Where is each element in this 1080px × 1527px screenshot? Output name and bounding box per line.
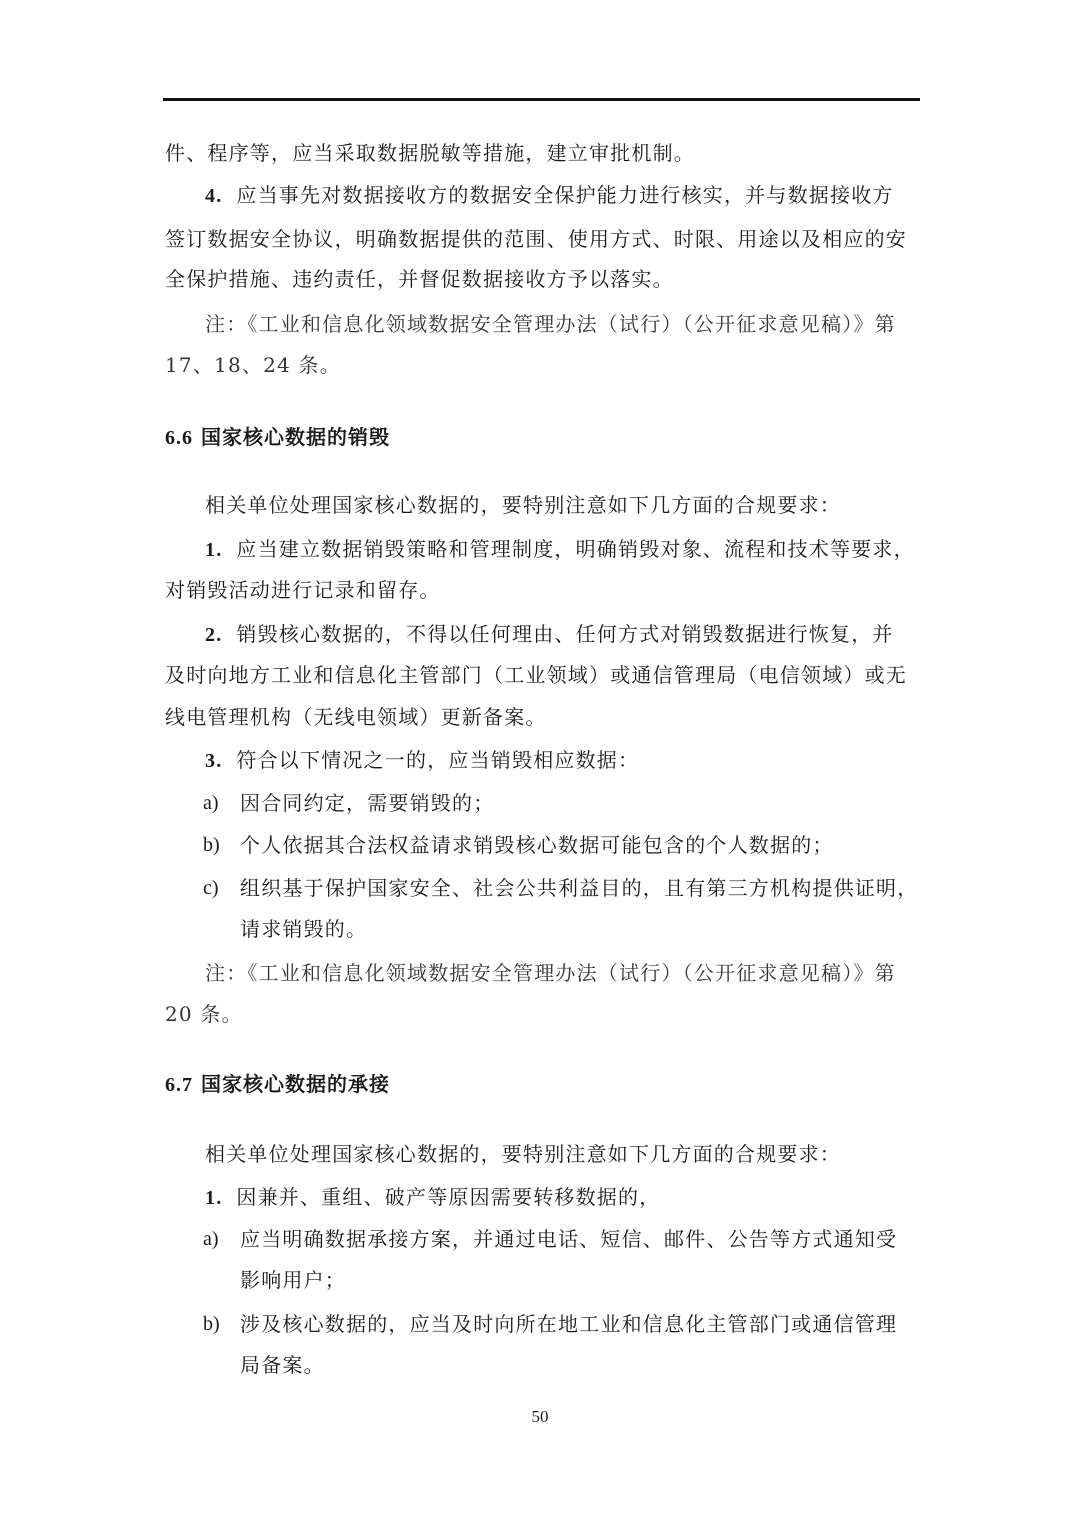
item-text: 因兼并、重组、破产等原因需要转移数据的， xyxy=(236,1185,661,1209)
item-number: 1. xyxy=(205,539,223,561)
sub-item-text: 个人依据其合法权益请求销毁核心数据可能包含的个人数据的； xyxy=(240,833,834,857)
item-number: 3. xyxy=(205,750,223,772)
section-intro: 相关单位处理国家核心数据的，要特别注意如下几方面的合规要求： xyxy=(205,493,841,517)
paragraph-line: 及时向地方工业和信息化主管部门（工业领域）或通信管理局（电信领域）或无 xyxy=(165,663,907,687)
list-item-4 xyxy=(205,182,894,209)
item-text: 应当建立数据销毁策略和管理制度，明确销毁对象、流程和技术等要求， xyxy=(236,537,915,561)
sub-item-text: 请求销毁的。 xyxy=(240,917,368,941)
sub-item-label: c) xyxy=(203,877,219,899)
sub-item-label: a) xyxy=(203,1228,219,1250)
item-text: 符合以下情况之一的，应当销毁相应数据： xyxy=(236,748,640,772)
section-heading-6-6 xyxy=(165,424,390,451)
section-intro: 相关单位处理国家核心数据的，要特别注意如下几方面的合规要求： xyxy=(205,1142,841,1166)
section-number: 6.7 xyxy=(165,1074,193,1096)
paragraph-line: 全保护措施、违约责任，并督促数据接收方予以落实。 xyxy=(165,267,674,291)
paragraph-line: 件、程序等，应当采取数据脱敏等措施，建立审批机制。 xyxy=(165,141,695,165)
list-item-1 xyxy=(205,1184,660,1211)
paragraph-line: 签订数据安全协议，明确数据提供的范围、使用方式、时限、用途以及相应的安 xyxy=(165,227,907,251)
sub-item-text: 影响用户； xyxy=(240,1268,346,1292)
note-line: 20 条。 xyxy=(165,1002,243,1026)
list-item-1 xyxy=(205,536,915,563)
sub-item-text: 应当明确数据承接方案，并通过电话、短信、邮件、公告等方式通知受 xyxy=(240,1227,898,1251)
item-number: 1. xyxy=(205,1187,223,1209)
sub-item-label: b) xyxy=(203,1313,220,1335)
sub-item-label: b) xyxy=(203,834,220,856)
list-item-3 xyxy=(205,747,639,774)
note-line: 17、18、24 条。 xyxy=(165,353,341,377)
item-text: 销毁核心数据的，不得以任何理由、任何方式对销毁数据进行恢复，并 xyxy=(236,622,894,646)
paragraph-line: 线电管理机构（无线电领域）更新备案。 xyxy=(165,705,547,729)
sub-item-text: 因合同约定，需要销毁的； xyxy=(240,791,495,815)
section-title: 国家核心数据的承接 xyxy=(201,1072,390,1096)
page-number: 50 xyxy=(531,1407,549,1426)
list-item-2 xyxy=(205,621,894,648)
section-title: 国家核心数据的销毁 xyxy=(201,425,390,449)
header-rule xyxy=(163,98,920,101)
item-text: 应当事先对数据接收方的数据安全保护能力进行核实，并与数据接收方 xyxy=(236,183,894,207)
section-heading-6-7 xyxy=(165,1071,390,1098)
sub-item-label: a) xyxy=(203,792,219,814)
sub-item-text: 组织基于保护国家安全、社会公共利益目的，且有第三方机构提供证明， xyxy=(240,876,919,900)
note-line: 注：《工业和信息化领域数据安全管理办法（试行）（公开征求意见稿）》第 xyxy=(205,312,896,336)
paragraph-line: 对销毁活动进行记录和留存。 xyxy=(165,578,441,602)
item-number: 4. xyxy=(205,185,223,207)
sub-item-text: 涉及核心数据的，应当及时向所在地工业和信息化主管部门或通信管理 xyxy=(240,1312,898,1336)
sub-item-text: 局备案。 xyxy=(240,1353,325,1377)
section-number: 6.6 xyxy=(165,427,193,449)
item-number: 2. xyxy=(205,624,223,646)
note-line: 注：《工业和信息化领域数据安全管理办法（试行）（公开征求意见稿）》第 xyxy=(205,961,896,985)
